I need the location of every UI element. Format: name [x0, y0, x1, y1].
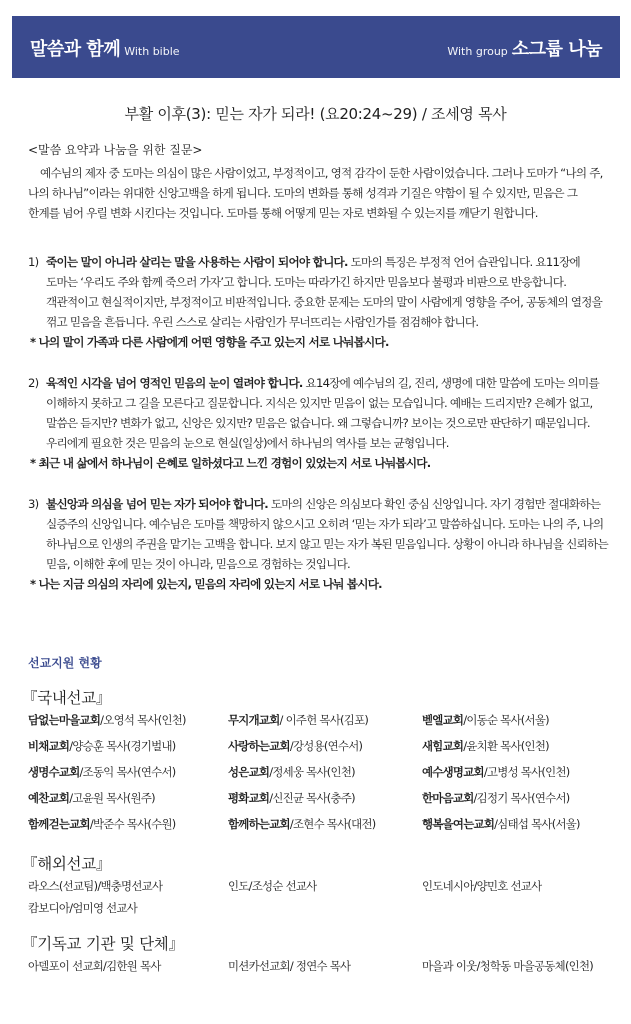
mission-entry: 새힘교회/윤치환 목사(인천)	[422, 739, 549, 753]
point-number: 2)	[28, 376, 39, 390]
mission-row	[28, 712, 618, 732]
point-body	[46, 252, 608, 332]
point-body	[46, 494, 608, 574]
section-header	[12, 16, 620, 78]
point-heading: 불신앙과 의심을 넘어 믿는 자가 되어야 합니다.	[46, 497, 268, 511]
mission-row	[28, 764, 618, 784]
organizations-label: 『기독교 기관 및 단체』	[22, 935, 184, 953]
mission-entry: 행복을여는교회/심태섭 목사(서울)	[422, 817, 580, 831]
mission-row	[28, 878, 618, 898]
mission-entry: 예수생명교회/고병성 목사(인천)	[422, 765, 570, 779]
mission-entry: 마을과 이웃/청학동 마을공동체(인천)	[422, 959, 594, 973]
point-text: 도마의 특징은 부정적 언어 습관입니다. 요11장에 도마는 ‘우리도 주와 함께 죽으러 가자’고 합니다. 도마는 따라가긴 하지만 믿음보다 불평과 비판으로 반응합니다. 객관적이고 현실적이지만, 부정적이고 비판적입니다. 중요한 문제는 도마의 말이 사람에게 영향을 주어, 공동체의 열정을 꺾고 믿음을 흔듭니다. 우린 스스로 살리는 사람인가 무너뜨리는 사람인가를 점검해야 합니다.	[46, 255, 603, 329]
mission-row	[28, 790, 618, 810]
sermon-title: 부활 이후(3): 믿는 자가 되라! (요20:24~29) / 조세영 목사	[124, 105, 507, 123]
mission-entry: 미션카선교회/ 정연수 목사	[228, 959, 351, 973]
mission-entry: 사랑하는교회/강성용(연수서)	[228, 739, 363, 753]
mission-entry: 아델포이 선교회/김한원 목사	[28, 959, 161, 973]
header-title-bible: 말씀과 함께	[30, 39, 121, 60]
mission-entry: 벧엘교회/이동순 목사(서울)	[422, 713, 549, 727]
point-heading: 육적인 시각을 넘어 영적인 믿음의 눈이 열려야 합니다.	[46, 376, 303, 390]
point-3	[28, 494, 608, 594]
mission-entry: 캄보디아/엄미영 선교사	[28, 901, 138, 915]
point-question: * 나는 지금 의심의 자리에 있는지, 믿음의 자리에 있는지 서로 나눠 봅시다.	[30, 577, 382, 591]
point-number: 1)	[28, 255, 39, 269]
point-question: * 최근 내 삶에서 하나님이 은혜로 일하셨다고 느낀 경험이 있었는지 서로 나눠봅시다.	[30, 456, 431, 470]
point-2	[28, 373, 608, 473]
mission-entry: 한마음교회/김정기 목사(연수서)	[422, 791, 570, 805]
mission-entry: 인도/조성순 선교사	[228, 879, 317, 893]
mission-entry: 함께하는교회/조현수 목사(대전)	[228, 817, 376, 831]
mission-entry: 예찬교회/고윤원 목사(원주)	[28, 791, 155, 805]
header-right	[447, 35, 602, 61]
point-1	[28, 252, 608, 352]
header-title-group: 소그룹 나눔	[511, 39, 602, 60]
header-left	[30, 35, 180, 61]
sermon-subheading: <말씀 요약과 나눔을 위한 질문>	[28, 143, 203, 157]
mission-row	[28, 900, 618, 920]
point-text: 요14장에 예수님의 길, 진리, 생명에 대한 말씀에 도마는 의미를 이해하지 못하고 그 길을 모른다고 질문합니다. 지식은 있지만 믿음이 없는 모습입니다. 예배는 드리지만? 은혜가 없고, 말씀은 듣지만? 변화가 없고, 신앙은 있지만? 믿음은 없습니다. 왜 그렇습니까? 보이는 것으로만 판단하기 때문입니다. 우리에게 필요한 것은 믿음의 눈으로 현실(일상)에서 하나님의 역사를 보는 균형입니다.	[46, 376, 599, 450]
point-question: * 나의 말이 가족과 다른 사람에게 어떤 영향을 주고 있는지 서로 나눠봅시다.	[30, 335, 389, 349]
point-body	[46, 373, 608, 453]
mission-entry: 함께걷는교회/박준수 목사(수원)	[28, 817, 176, 831]
point-heading: 죽이는 말이 아니라 살리는 말을 사용하는 사람이 되어야 합니다.	[46, 255, 348, 269]
mission-entry: 인도네시아/양민호 선교사	[422, 879, 542, 893]
mission-entry: 성은교회/정세웅 목사(인천)	[228, 765, 355, 779]
overseas-missions-label: 『해외선교』	[22, 855, 112, 873]
mission-entry: 무지개교회/ 이주헌 목사(김포)	[228, 713, 369, 727]
mission-row	[28, 738, 618, 758]
header-sub-bible: With bible	[124, 45, 180, 58]
mission-entry: 평화교회/신진균 목사(충주)	[228, 791, 355, 805]
point-text: 도마의 신앙은 의심보다 확인 중심 신앙입니다. 자기 경험만 절대화하는 실증주의 신앙입니다. 예수님은 도마를 책망하지 않으시고 오히려 ‘믿는 자가 되라’고 말씀하십니다. 도마는 나의 주, 나의 하나님으로 인생의 주권을 맡기는 고백을 합니다. 보지 않고 믿는 자가 복된 믿음입니다. 상황이 아니라 하나님을 신뢰하는 믿음, 이해한 후에 믿는 것이 아니라, 믿음으로 경험하는 것입니다.	[46, 497, 608, 571]
header-sub-group: With group	[447, 45, 508, 58]
mission-entry: 라오스(선교팀)/백충명선교사	[28, 879, 163, 893]
sermon-intro: 예수님의 제자 중 도마는 의심이 많은 사람이었고, 부정적이고, 영적 감각이 둔한 사람이었습니다. 그러나 도마가 “나의 주, 나의 하나님”이라는 위대한 신앙고백을 하게 됩니다. 도마의 변화를 통해 성격과 기질은 약함이 될 수 있지만, 믿음은 그 한계를 넘어 우릴 변화 시킨다는 것입니다. 도마를 통해 어떻게 믿는 자로 변화될 수 있는지를 깨닫기 원합니다.	[28, 166, 603, 220]
mission-entry: 담없는마을교회/오영석 목사(인천)	[28, 713, 186, 727]
point-number: 3)	[28, 497, 39, 511]
mission-section-title: 선교지원 현황	[28, 656, 102, 670]
mission-row	[28, 958, 618, 978]
domestic-missions-label: 『국내선교』	[22, 689, 112, 707]
mission-entry: 비채교회/양승훈 목사(경기벌내)	[28, 739, 176, 753]
mission-row	[28, 816, 618, 836]
mission-entry: 생명수교회/조동익 목사(연수서)	[28, 765, 176, 779]
